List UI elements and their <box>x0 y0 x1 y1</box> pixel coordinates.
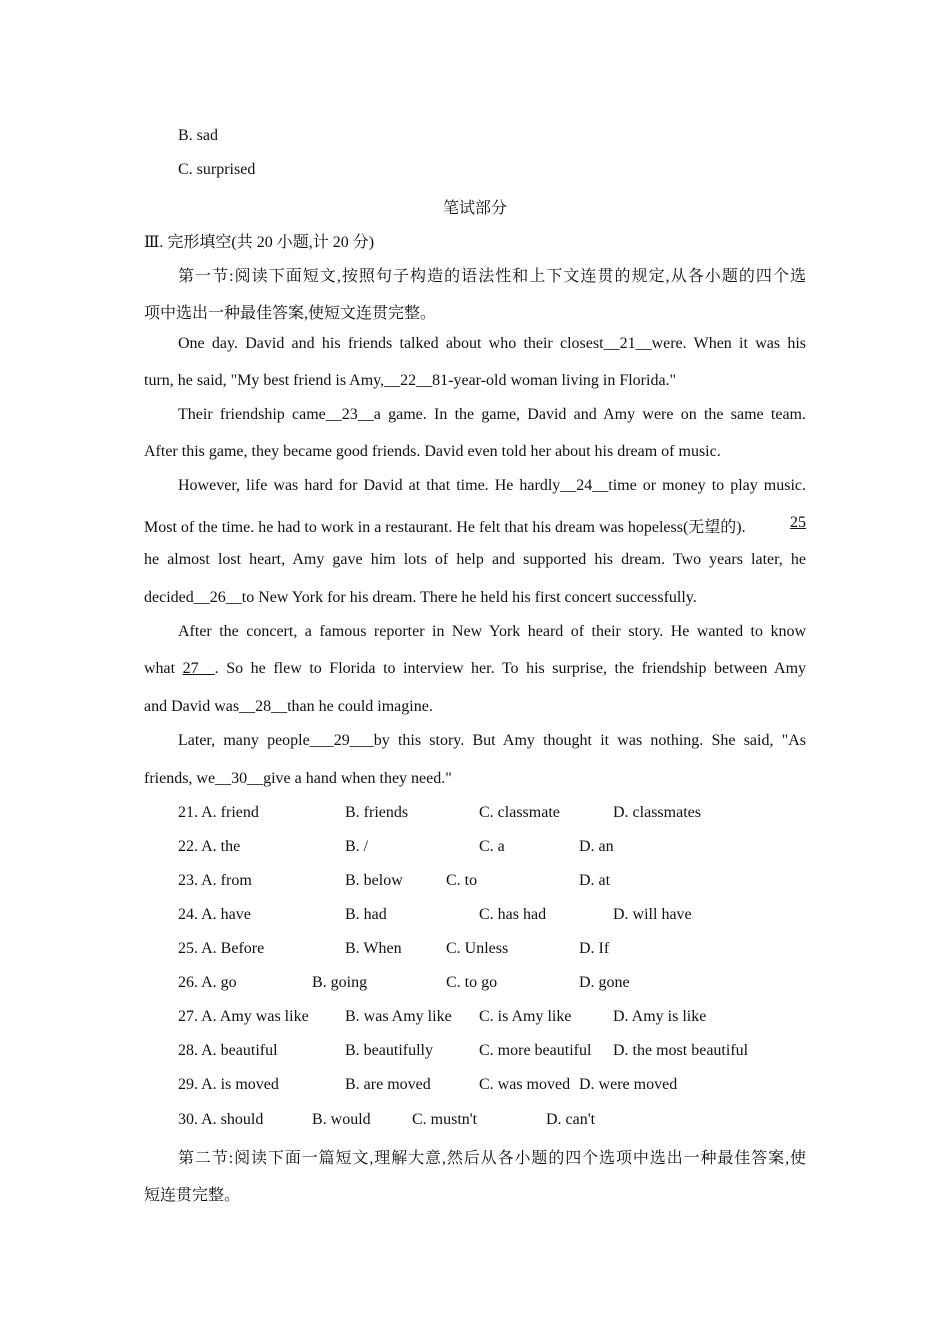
part-heading: Ⅲ. 完形填空(共 20 小题,计 20 分) <box>144 234 375 251</box>
question-21-option-c: C. classmate <box>479 804 560 821</box>
passage-text: time or money to play music. <box>608 477 806 494</box>
passage-p2-line2: After this game, they became good friends. David even told her about his dream of music. <box>144 443 721 460</box>
passage-p3-line1 <box>178 477 806 495</box>
passage-text: Most of the time. he had to work in a restaurant. He felt that his dream was hopeless(无望的). <box>144 519 746 536</box>
question-25-option-c: C. Unless <box>446 940 509 957</box>
passage-p5-line2 <box>144 770 452 788</box>
blank-25: 25 <box>790 514 806 531</box>
passage-text: Their friendship came <box>178 406 326 423</box>
passage-text: what <box>144 660 176 677</box>
passage-text: were. When it was his <box>651 335 806 352</box>
question-27-option-d: D. Amy is like <box>613 1008 707 1025</box>
passage-p3-line4 <box>144 589 697 607</box>
question-23-option-d: D. at <box>579 872 611 889</box>
passage-p3-line3: he almost lost heart, Amy gave him lots of help and supported his dream. Two years later, he <box>144 551 806 568</box>
question-27-option-a: 27. A. Amy was like <box>178 1008 309 1025</box>
prev-option-b: B. sad <box>178 127 218 144</box>
question-22-option-a: 22. A. the <box>178 838 241 855</box>
question-28-option-b: B. beautifully <box>345 1042 433 1059</box>
passage-text: 81-year-old woman living in Florida." <box>432 372 677 389</box>
passage-text: than he could imagine. <box>287 698 433 715</box>
passage-text: to New York for his dream. There he held his first concert successfully. <box>241 589 697 606</box>
section1-instruction-line1: 第一节:阅读下面短文,按照句子构造的语法性和上下文连贯的规定,从各小题的四个选 <box>178 268 806 285</box>
question-27-option-b: B. was Amy like <box>345 1008 452 1025</box>
question-30-option-c: C. mustn't <box>412 1111 478 1128</box>
question-26-option-a: 26. A. go <box>178 974 237 991</box>
question-25-option-b: B. When <box>345 940 402 957</box>
passage-text: a game. In the game, David and Amy were on the same team. <box>373 406 806 423</box>
question-21-option-a: 21. A. friend <box>178 804 259 821</box>
passage-text: . So he flew to Florida to interview her. To his surprise, the friendship between Amy <box>214 660 807 677</box>
question-26-option-d: D. gone <box>579 974 630 991</box>
question-25-option-a: 25. A. Before <box>178 940 265 957</box>
question-21-option-d: D. classmates <box>613 804 701 821</box>
question-24-option-d: D. will have <box>613 906 692 923</box>
blank-27: 27__ <box>182 660 215 677</box>
question-27-option-c: C. is Amy like <box>479 1008 572 1025</box>
question-22-option-d: D. an <box>579 838 614 855</box>
passage-p2-line1 <box>178 406 806 424</box>
passage-text: decided <box>144 589 194 606</box>
question-29-option-c: C. was moved <box>479 1076 571 1093</box>
passage-p5-line1 <box>178 732 806 750</box>
question-23-option-a: 23. A. from <box>178 872 252 889</box>
passage-p4-line3 <box>144 698 433 716</box>
passage-p1-line2 <box>144 372 676 390</box>
question-22-option-b: B. / <box>345 838 369 855</box>
blank-22: __22__ <box>384 372 433 389</box>
passage-p4-line1: After the concert, a famous reporter in New York heard of their story. He wanted to know <box>178 623 806 640</box>
passage-p3-line2 <box>144 514 806 537</box>
question-22-option-c: C. a <box>479 838 505 855</box>
passage-text: give a hand when they need." <box>263 770 452 787</box>
section1-instruction-line2: 项中选出一种最佳答案,使短文连贯完整。 <box>144 305 437 322</box>
question-29-option-d: D. were moved <box>579 1076 678 1093</box>
prev-option-c: C. surprised <box>178 161 256 178</box>
blank-23: __23__ <box>325 406 374 423</box>
blank-26: __26__ <box>193 589 242 606</box>
question-25-option-d: D. If <box>579 940 610 957</box>
passage-text: by this story. But Amy thought it was nothing. She said, "As <box>373 732 807 749</box>
blank-28: __28__ <box>239 698 288 715</box>
question-28-option-a: 28. A. beautiful <box>178 1042 278 1059</box>
section2-instruction-line1: 第二节:阅读下面一篇短文,理解大意,然后从各小题的四个选项中选出一种最佳答案,使 <box>178 1150 806 1167</box>
question-30-option-b: B. would <box>312 1111 371 1128</box>
question-24-option-c: C. has had <box>479 906 547 923</box>
question-24-option-a: 24. A. have <box>178 906 251 923</box>
question-24-option-b: B. had <box>345 906 387 923</box>
passage-text: turn, he said, "My best friend is Amy, <box>144 372 385 389</box>
section-title: 笔试部分 <box>442 200 507 217</box>
blank-30: __30__ <box>215 770 264 787</box>
blank-21: __21__ <box>603 335 652 352</box>
question-21-option-b: B. friends <box>345 804 409 821</box>
passage-text: However, life was hard for David at that time. He hardly <box>178 477 561 494</box>
passage-text: One day. David and his friends talked about who their closest <box>178 335 604 352</box>
passage-text: and David was <box>144 698 240 715</box>
question-26-option-b: B. going <box>312 974 368 991</box>
passage-text: Later, many people <box>178 732 310 749</box>
passage-p1-line1 <box>178 335 806 353</box>
passage-text: friends, we <box>144 770 216 787</box>
question-29-option-a: 29. A. is moved <box>178 1076 279 1093</box>
question-23-option-c: C. to <box>446 872 478 889</box>
question-28-option-d: D. the most beautiful <box>613 1042 749 1059</box>
question-26-option-c: C. to go <box>446 974 498 991</box>
blank-29: ___29___ <box>309 732 374 749</box>
blank-24: __24__ <box>560 477 609 494</box>
question-30-option-a: 30. A. should <box>178 1111 264 1128</box>
question-23-option-b: B. below <box>345 872 403 889</box>
question-28-option-c: C. more beautiful <box>479 1042 592 1059</box>
question-30-option-d: D. can't <box>546 1111 596 1128</box>
passage-p4-line2 <box>144 660 806 678</box>
question-29-option-b: B. are moved <box>345 1076 431 1093</box>
section2-instruction-line2: 短连贯完整。 <box>144 1187 241 1204</box>
